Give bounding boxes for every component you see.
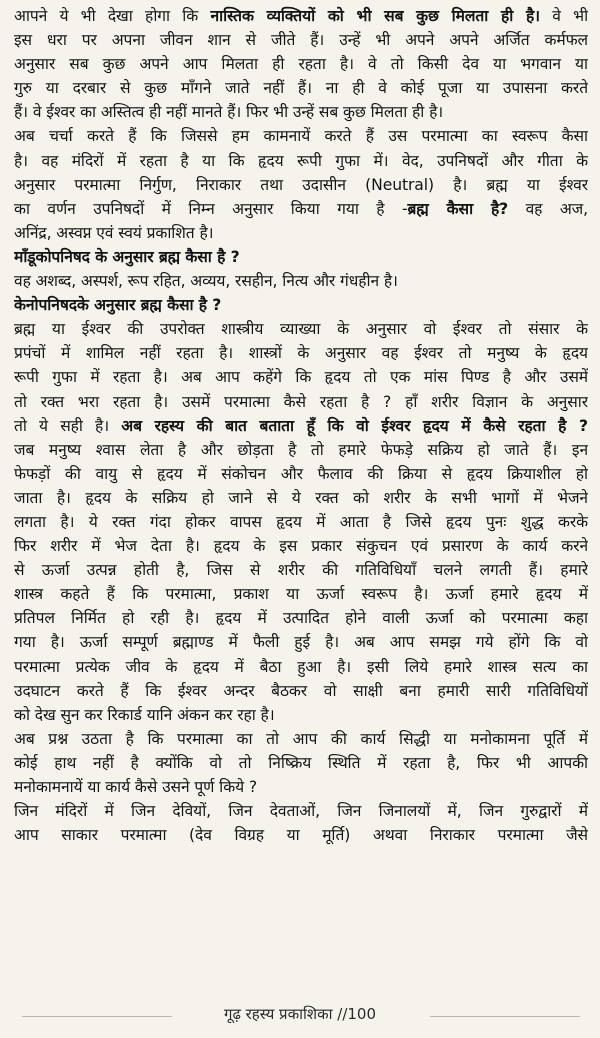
text-line bbox=[14, 245, 588, 269]
text-segment: मनोकामनायें या कार्य कैसे उसने पूर्ण किये ? bbox=[14, 778, 258, 796]
text-line bbox=[14, 341, 588, 365]
text-segment: अब प्रश्न उठता है कि परमात्मा का तो आप की कार्य सिद्धी या मनोकामना पूर्ति में bbox=[14, 729, 588, 748]
text-line bbox=[14, 486, 588, 510]
page-footer bbox=[0, 1005, 600, 1036]
text-line bbox=[14, 293, 588, 317]
footer-page-label: गूढ़ रहस्य प्रकाशिका //100 bbox=[224, 1005, 376, 1023]
text-line bbox=[14, 751, 588, 775]
text-segment: इस धरा पर अपना जीवन शान से जीते हैं। उन्हें भी अपने अपने अर्जित कर्मफल bbox=[14, 31, 588, 50]
text-line bbox=[14, 269, 588, 293]
text-segment: जिन मंदिरों में जिन देवियों, जिन देवताओं, जिन जिनालयों में, जिन गुरुद्वारों में bbox=[14, 802, 588, 821]
text-line bbox=[14, 76, 588, 100]
text-line bbox=[14, 221, 588, 245]
text-segment: फेफड़ों की वायु से हृदय में संकोचन और फैलाव की क्रिया से हृदय क्रियाशील हो bbox=[14, 464, 588, 483]
text-segment: आपने ये भी देखा होगा कि bbox=[14, 7, 211, 25]
bold-text-segment: ब्रह्म कैसा है? bbox=[407, 199, 509, 218]
text-segment: वह अज, bbox=[508, 199, 588, 218]
text-segment: लगता है। ये रक्त गंदा होकर वापस हृदय में आता है जिसे हृदय पुनः शुद्ध करके bbox=[14, 512, 588, 531]
text-line bbox=[14, 173, 588, 197]
text-segment: जाता है। हृदय के सक्रिय हो जाने से ये रक्त को शरीर के सभी भागों में भेजने bbox=[14, 488, 588, 507]
text-segment: का वर्णन उपनिषदों में निम्न अनुसार किया गया है - bbox=[14, 199, 408, 218]
text-line bbox=[14, 100, 588, 124]
text-line bbox=[14, 438, 588, 462]
text-segment: जब मनुष्य श्वास लेता है और छोड़ता है तो हमारे फेफड़े सक्रिय हो जाते हैं। इन bbox=[14, 440, 588, 459]
text-segment: अनुसार परमात्मा निर्गुण, निराकार तथा उदासीन (Neutral) है। ब्रह्म या ईश्वर bbox=[14, 175, 588, 194]
bold-text-segment: अब रहस्य की बात बताता हूँ कि वो ईश्वर हृदय में कैसे रहता है ? bbox=[121, 416, 588, 435]
text-line bbox=[14, 28, 588, 52]
text-line bbox=[14, 823, 588, 847]
text-line bbox=[14, 4, 588, 28]
text-line bbox=[14, 703, 588, 727]
text-segment: से ऊर्जा उत्पन्न होती है, जिस से शरीर की गतिविधियाँ चलने लगती हैं। हमारे bbox=[14, 561, 588, 580]
text-line bbox=[14, 414, 588, 438]
text-line bbox=[14, 124, 588, 148]
text-line bbox=[14, 655, 588, 679]
text-segment: आप साकार परमात्मा (देव विग्रह या मूर्ति) अथवा निराकार परमात्मा जैसे bbox=[14, 826, 588, 845]
text-segment: रूपी गुफा में रहता है। अब आप कहेंगे कि हृदय तो एक मांस पिण्ड है और उसमें bbox=[14, 368, 588, 387]
text-line bbox=[14, 582, 588, 606]
text-line bbox=[14, 558, 588, 582]
text-line bbox=[14, 390, 588, 414]
text-line bbox=[14, 727, 588, 751]
text-segment: को देख सुन कर रिकार्ड यानि अंकन कर रहा है। bbox=[14, 705, 275, 724]
text-segment: वह अशब्द, अस्पर्श, रूप रहित, अव्यय, रसहीन, नित्य और गंधहीन है। bbox=[14, 272, 398, 291]
text-line bbox=[14, 606, 588, 630]
text-line bbox=[14, 630, 588, 654]
text-segment: अब चर्चा करते हैं कि जिससे हम कामनायें करते हैं उस परमात्मा का स्वरूप कैसा bbox=[14, 127, 588, 146]
footer-rule-right bbox=[430, 1016, 580, 1017]
text-line bbox=[14, 462, 588, 486]
text-line bbox=[14, 534, 588, 558]
text-line bbox=[14, 679, 588, 703]
text-line bbox=[14, 52, 588, 76]
text-segment: प्रतिपल निर्मित हो रही है। हृदय में उत्पादित होने वाली ऊर्जा को परमात्मा कहा bbox=[14, 609, 588, 628]
text-segment: कोई हाथ नहीं है क्योंकि वो तो निष्क्रिय स्थिति में रहता है, फिर भी आपकी bbox=[14, 753, 588, 772]
text-line bbox=[14, 149, 588, 173]
text-segment: वे भी bbox=[539, 7, 588, 25]
text-segment: गुरु या दरबार से कुछ माँगने जाते नहीं हैं। ना ही वे कोई पूजा या उपासना करते bbox=[14, 79, 588, 98]
text-segment: तो ये सही है। bbox=[14, 416, 122, 435]
text-line bbox=[14, 197, 588, 221]
text-line bbox=[14, 775, 588, 799]
text-segment: परमात्मा प्रत्येक जीव के हृदय में बैठा हुआ है। इसी लिये हमारे शास्त्र सत्य का bbox=[14, 657, 588, 676]
text-segment: उदघाटन करते हैं कि ईश्वर अन्दर बैठकर वो साक्षी बना हमारी सारी गतिविधियों bbox=[14, 681, 588, 700]
text-segment: प्रपंचों में शामिल नहीं रहता है। शास्त्रों के अनुसार वह ईश्वर तो मनुष्य के हृदय bbox=[14, 344, 588, 363]
bold-text-segment: नास्तिक व्यक्तियों को भी सब कुछ मिलता ही है। bbox=[210, 7, 540, 25]
text-segment: हैं। वे ईश्वर का अस्तित्व ही नहीं मानते हैं। फिर भी उन्हें सब कुछ मिलता ही है। bbox=[14, 103, 444, 122]
text-line bbox=[14, 317, 588, 341]
bold-text-segment: माँडूकोपनिषद के अनुसार ब्रह्म कैसा है ? bbox=[14, 247, 240, 266]
text-segment: शास्त्र कहते हैं कि परमात्मा, प्रकाश या ऊर्जा स्वरूप है। ऊर्जा हमारे हृदय में bbox=[14, 585, 588, 604]
text-segment: ब्रह्म या ईश्वर की उपरोक्त शास्त्रीय व्याख्या के अनुसार वो ईश्वर तो संसार के bbox=[14, 320, 588, 339]
text-segment: फिर शरीर में भेज देता है। हृदय के इस प्रकार संकुचन एवं प्रसारण के कार्य करने bbox=[14, 537, 588, 556]
text-line bbox=[14, 799, 588, 823]
text-segment: तो रक्त भरा रहता है। उसमें परमात्मा कैसे रहता है ? हाँ शरीर विज्ञान के अनुसार bbox=[14, 392, 588, 411]
text-segment: अनुसार सब कुछ अपने आप मिलता ही रहता है। वे तो किसी देव या भगवान या bbox=[14, 55, 588, 74]
text-segment: गया है। ऊर्जा सम्पूर्ण ब्रह्माण्ड में फैली हुई है। अब आप समझ गये होंगे कि वो bbox=[14, 633, 588, 652]
text-line bbox=[14, 365, 588, 389]
bold-text-segment: केनोपनिषदके अनुसार ब्रह्म कैसा है ? bbox=[14, 296, 222, 315]
text-segment: अनिंद्र, अस्वप्न एवं स्वयं प्रकाशित है। bbox=[14, 223, 214, 242]
text-line bbox=[14, 510, 588, 534]
text-segment: है। वह मंदिरों में रहता है या कि हृदय रूपी गुफा में। वेद, उपनिषदों और गीता के bbox=[14, 151, 588, 170]
book-page-body bbox=[14, 4, 588, 1004]
